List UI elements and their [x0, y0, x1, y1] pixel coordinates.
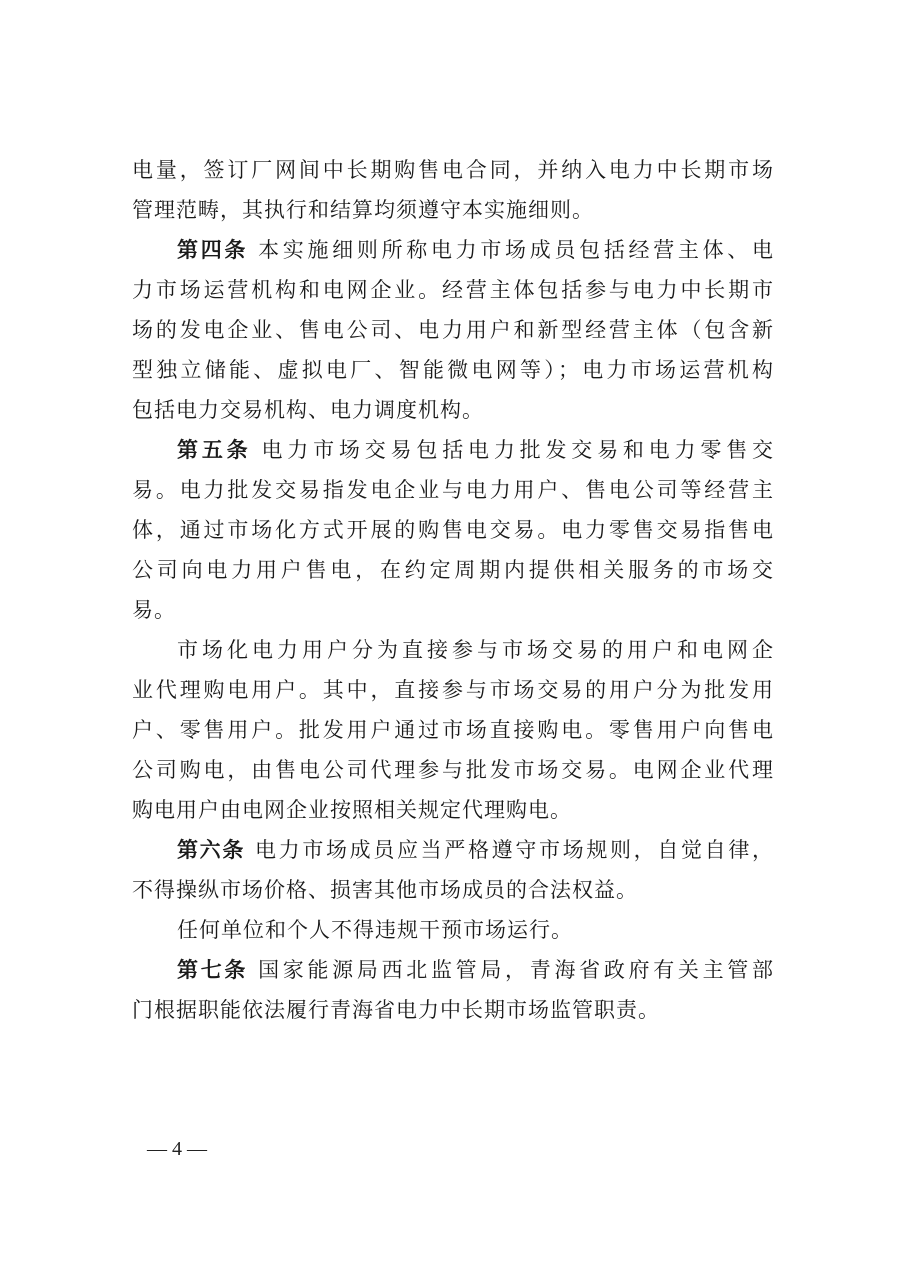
text-line: 易。电力批发交易指发电企业与电力用户、售电公司等经营主	[132, 478, 774, 502]
text-line: 管理范畴，其执行和结算均须遵守本实施细则。	[132, 198, 594, 222]
text-line: 公司向电力用户售电，在约定周期内提供相关服务的市场交	[132, 558, 774, 582]
text-line: 体，通过市场化方式开展的购售电交易。电力零售交易指售电	[132, 518, 774, 542]
text-line: 门根据职能依法履行青海省电力中长期市场监管职责。	[132, 998, 660, 1022]
article-number: 第七条	[177, 957, 249, 982]
text-line: 电量，签订厂网间中长期购售电合同，并纳入电力中长期市场	[132, 158, 774, 182]
text-line: 力市场运营机构和电网企业。经营主体包括参与电力中长期市	[132, 278, 774, 302]
text-line: 公司购电，由售电公司代理参与批发市场交易。电网企业代理	[132, 758, 774, 782]
text-line	[132, 430, 774, 470]
article-6	[132, 830, 774, 910]
page-number: — 4 —	[147, 1138, 207, 1160]
text-line: 购电用户由电网企业按照相关规定代理购电。	[132, 798, 572, 822]
text-line: 包括电力交易机构、电力调度机构。	[132, 398, 484, 422]
text-line	[132, 230, 774, 270]
text-line	[132, 950, 774, 990]
text-line: 任何单位和个人不得违规干预市场运行。	[177, 918, 573, 942]
article-4	[132, 230, 774, 430]
article-number: 第四条	[177, 237, 249, 262]
article-7	[132, 950, 774, 1030]
text-line: 市场化电力用户分为直接参与市场交易的用户和电网企	[177, 638, 774, 662]
article-5	[132, 430, 774, 630]
text-span: 本实施细则所称电力市场成员包括经营主体、电	[258, 238, 775, 262]
text-line: 型独立储能、虚拟电厂、智能微电网等）；电力市场运营机构	[132, 358, 774, 382]
text-line: 业代理购电用户。其中，直接参与市场交易的用户分为批发用	[132, 678, 774, 702]
text-line: 不得操纵市场价格、损害其他市场成员的合法权益。	[132, 878, 638, 902]
paragraph-continuation	[132, 150, 774, 230]
document-body	[132, 150, 774, 1030]
text-line	[132, 830, 774, 870]
article-number: 第五条	[177, 437, 252, 462]
text-line: 户、零售用户。批发用户通过市场直接购电。零售用户向售电	[132, 718, 774, 742]
paragraph-market-users	[132, 630, 774, 830]
text-span: 电力市场交易包括电力批发交易和电力零售交	[261, 438, 775, 462]
paragraph-no-interference	[132, 910, 774, 950]
text-line: 易。	[132, 598, 176, 622]
article-number: 第六条	[177, 837, 245, 862]
text-line: 场的发电企业、售电公司、电力用户和新型经营主体（包含新	[132, 318, 774, 342]
text-span: 国家能源局西北监管局，青海省政府有关主管部	[258, 958, 775, 982]
text-span: 电力市场成员应当严格遵守市场规则，自觉自律，	[255, 838, 774, 862]
